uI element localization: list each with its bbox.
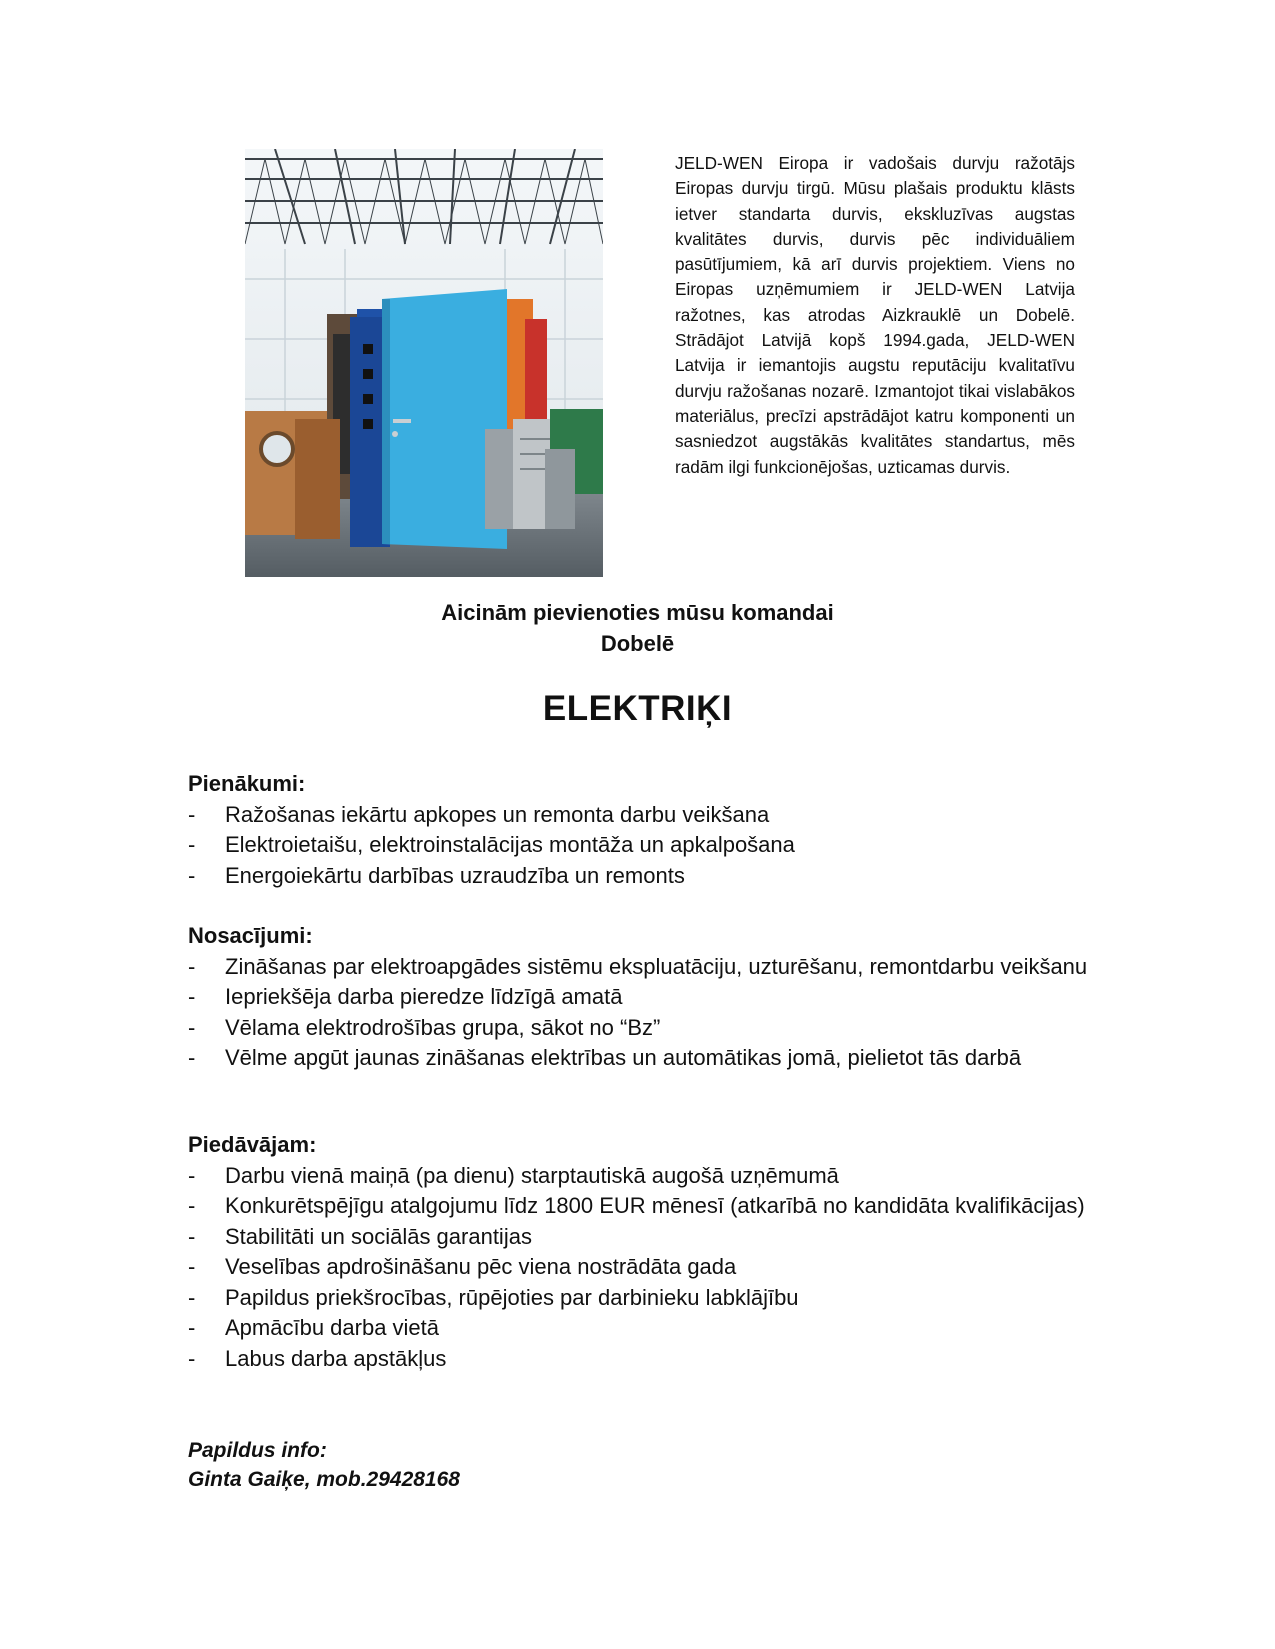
list-item: - Energoiekārtu darbības uzraudzība un remonts bbox=[188, 862, 685, 888]
offer-section bbox=[188, 1130, 1088, 1374]
job-title: ELEKTRIĶI bbox=[542, 689, 733, 728]
list-item: - Darbu vienā maiņā (pa dienu) starptautiskā augošā uzņēmumā bbox=[188, 1162, 839, 1188]
list-item: - Zināšanas par elektroapgādes sistēmu ekspluatāciju, uzturēšanu, remontdarbu veikšanu bbox=[188, 953, 1088, 979]
company-intro: JELD-WEN Eiropa ir vadošais durvju ražotājs Eiropas durvju tirgū. Mūsu plašais produktu klāsts ietver standarta durvis, ekskluzīvas augstas kvalitātes durvis, durvis pēc individuāliem pasūtījumiem, kā arī durvis projektiem. Viens no Eiropas uzņēmumiem ir JELD-WEN Latvija ražotnes, kas atrodas Aizkrauklē un Dobelē. Strādājot Latvijā kopš 1994.gada, JELD-WEN Latvija ir iemantojis augstu reputāciju kvalitatīvu durvju ražošanas nozarē. Izmantojot tikai vislabākos materiālus, precīzi apstrādājot katru komponenti un sasniedzot augstākās kvalitātes standartus, mēs radām ilgi funkcionējošas, uzticamas durvis. bbox=[675, 153, 1075, 477]
list-item: - Iepriekšēja darba pieredze līdzīgā amatā bbox=[188, 984, 623, 1009]
duties-heading: Pienākumi: bbox=[188, 771, 306, 796]
offer-heading: Piedāvājam: bbox=[188, 1132, 317, 1157]
requirements-list bbox=[188, 952, 1088, 1074]
list-item: - Labus darba apstākļus bbox=[188, 1345, 447, 1371]
doors-photo bbox=[245, 149, 603, 577]
offer-list bbox=[188, 1161, 1088, 1375]
contact-info bbox=[188, 1436, 460, 1494]
list-item: - Konkurētspējīgu atalgojumu līdz 1800 EUR mēnesī (atkarībā no kandidāta kvalifikācijas) bbox=[188, 1193, 1085, 1218]
invitation-heading bbox=[0, 597, 1275, 659]
list-item: - Vēlme apgūt jaunas zināšanas elektrības un automātikas jomā, pielietot tās darbā bbox=[188, 1045, 1022, 1070]
invitation-line-1: Aicinām pievienoties mūsu komandai bbox=[441, 600, 834, 625]
list-item: - Ražošanas iekārtu apkopes un remonta darbu veikšana bbox=[188, 801, 770, 827]
list-item: - Papildus priekšrocības, rūpējoties par darbinieku labklājību bbox=[188, 1284, 799, 1310]
list-item: - Apmācību darba vietā bbox=[188, 1315, 440, 1340]
contact-person: Ginta Gaiķe, mob.29428168 bbox=[188, 1468, 460, 1491]
list-item: - Stabilitāti un sociālās garantijas bbox=[188, 1223, 532, 1249]
duties-section bbox=[188, 769, 1088, 891]
requirements-heading: Nosacījumi: bbox=[188, 923, 313, 948]
contact-label: Papildus info: bbox=[188, 1439, 327, 1462]
list-item: - Vēlama elektrodrošības grupa, sākot no “Bz” bbox=[188, 1014, 661, 1040]
duties-list bbox=[188, 800, 1088, 892]
doors-illustration bbox=[245, 149, 603, 577]
invitation-line-2: Dobelē bbox=[600, 631, 675, 656]
requirements-section bbox=[188, 921, 1088, 1074]
list-item: - Elektroietaišu, elektroinstalācijas montāža un apkalpošana bbox=[188, 832, 795, 857]
list-item: - Veselības apdrošināšanu pēc viena nostrādāta gada bbox=[188, 1254, 737, 1279]
